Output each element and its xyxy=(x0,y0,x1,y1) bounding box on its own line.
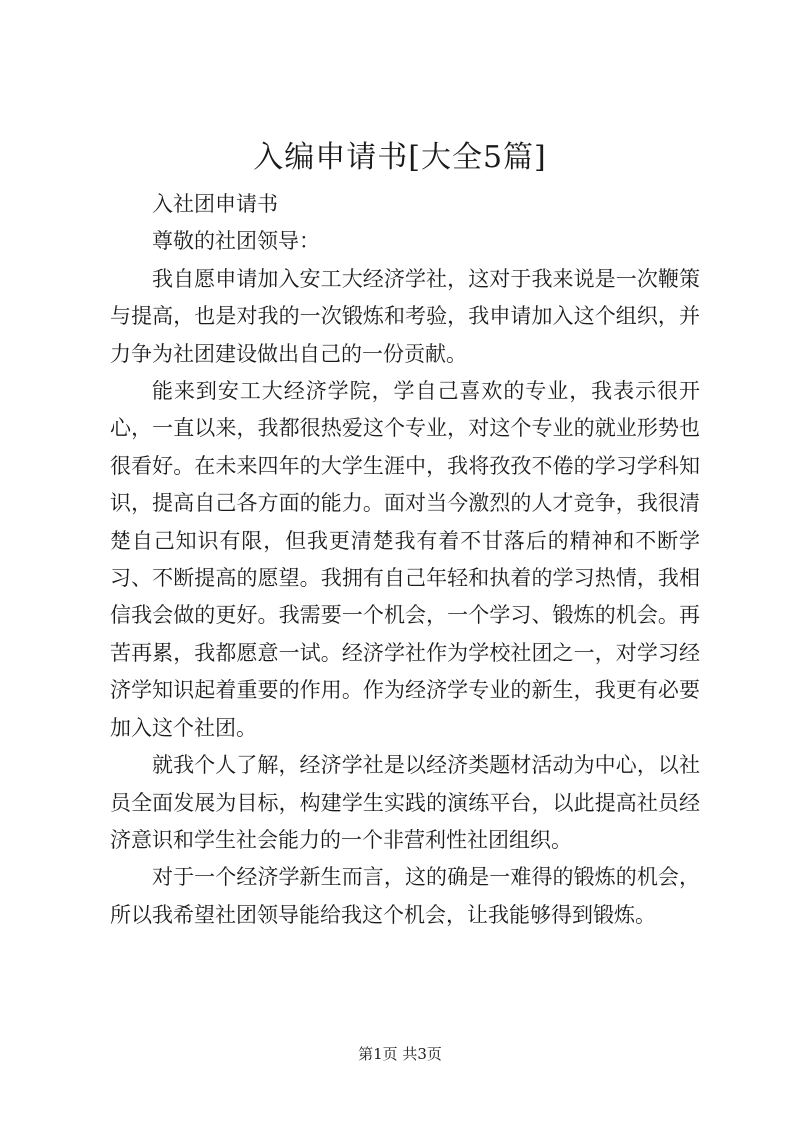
paragraph: 我自愿申请加入安工大经济学社，这对于我来说是一次鞭策与提高，也是对我的一次锻炼和考验，我申请加入这个组织，并力争为社团建设做出自己的一份贡献。 xyxy=(110,266,700,366)
paragraph: 能来到安工大经济学院，学自己喜欢的专业，我表示很开心，一直以来，我都很热爱这个专业，对这个专业的就业形势也很看好。在未来四年的大学生涯中，我将孜孜不倦的学习学科知识，提高自己各方面的能力。面对当今激烈的人才竞争，我很清楚自己知识有限，但我更清楚我有着不甘落后的精神和不断学习、不断提高的愿望。我拥有自己年轻和执着的学习热情，我相信我会做的更好。我需要一个机会，一个学习、锻炼的机会。再苦再累，我都愿意一试。经济学社作为学校社团之一，对学习经济学知识起着重要的作用。作为经济学专业的新生，我更有必要加入这个社团。 xyxy=(110,379,700,740)
page-footer: 第1页 共3页 xyxy=(358,1045,442,1063)
document-body xyxy=(110,186,700,934)
paragraph-heading: 入社团申请书 xyxy=(152,192,278,216)
paragraph: 就我个人了解，经济学社是以经济类题材活动为中心，以社员全面发展为目标，构建学生实践的演练平台，以此提高社员经济意识和学生社会能力的一个非营利性社团组织。 xyxy=(110,753,700,852)
paragraph: 对于一个经济学新生而言，这的确是一难得的锻炼的机会，所以我希望社团领导能给我这个机会，让我能够得到锻炼。 xyxy=(110,865,700,927)
document-title: 入编申请书[大全5篇] xyxy=(253,140,547,175)
paragraph-salutation: 尊敬的社团领导： xyxy=(152,229,320,254)
